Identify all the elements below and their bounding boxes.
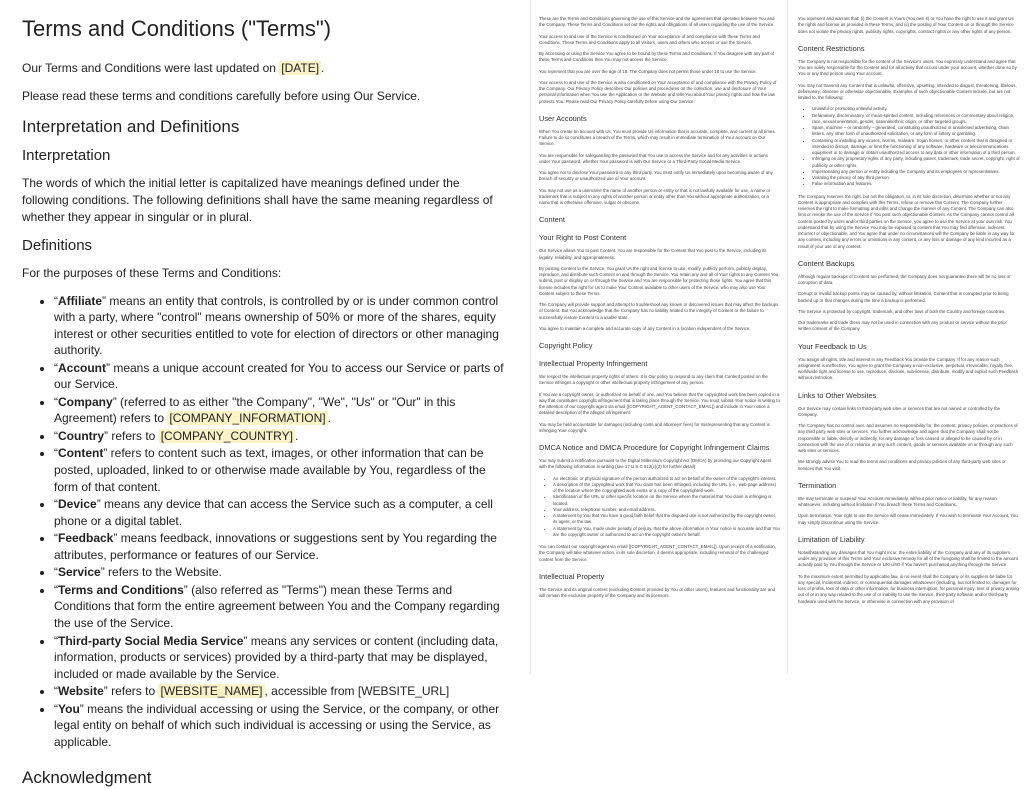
definitions-list [22, 293, 505, 751]
bullet-item: • Impersonating any person or entity including the Company and its employees or representatives. [812, 169, 1020, 175]
definition-item: • “Account” means a unique account created for You to access our Service or parts of our Service. [54, 360, 505, 393]
document-page-3 [787, 0, 1024, 674]
paragraph: Although regular backups of Content are performed, the Company does not guarantee there will be no loss or corruption of data. [798, 273, 1011, 285]
bullet-item: • Identification of the URL or other specific location on the Service where the material that You claim is infringing is located. [553, 494, 780, 507]
definition-term: Affiliate [58, 293, 103, 308]
definition-item: • “Service” refers to the Website. [54, 564, 505, 581]
paragraph: You agree to maintain a complete and accurate copy of any Content in a location independent of the Service. [539, 325, 751, 331]
paragraph: We may terminate or suspend Your Account immediately, without prior notice or liability, for any reason whatsoever, including without limitation if You breach these Terms and Conditions. [798, 495, 997, 507]
interpretation-text: The words of which the initial letter is capitalized have meanings defined under the following conditions. The following definitions shall have the same meaning regardless of whether they appear in singular or in plural. [22, 176, 493, 224]
definition-item: • “Feedback” means feedback, innovations or suggestions sent by You regarding the attributes, performance or features of our Service. [54, 530, 505, 563]
bullet-list [798, 106, 1020, 187]
bullet-item: • Defamatory, discriminatory, or mean-spirited content, including references or commentary about religion, race, sexual orientation, gender, national/ethnic origin, or other targeted groups. [812, 113, 1020, 126]
section-heading: Limitation of Liability [798, 534, 865, 544]
definition-term: Feedback [58, 531, 114, 546]
section-heading: Your Right to Post Content [539, 233, 627, 243]
paragraph: You may be held accountable for damages (including costs and attorneys' fees) for misrepresenting that any Content is infringing Your copyright. [539, 421, 770, 433]
placeholder-value: [COMPANY_COUNTRY] [160, 428, 293, 443]
intro-text: Please read these terms and conditions carefully before using Our Service. [22, 89, 421, 104]
section-heading: DMCA Notice and DMCA Procedure for Copyright Infringement Claims [539, 443, 770, 452]
paragraph: You may not transmit any Content that is unlawful, offensive, upsetting, intended to disgust, threatening, libelous, defamatory, obscene or otherwise objectionable. Examples of such objectionable Content include, but are not limited to, the following: [798, 82, 1017, 100]
date-placeholder: [DATE] [281, 61, 320, 76]
definition-term: Country [58, 428, 104, 443]
section-heading: Content Backups [798, 258, 855, 268]
paragraph: We respect the intellectual property rights of others. It is Our policy to respond to any claim that Content posted on the Service infringes a copyright or other intellectual property infringement of any person. [539, 374, 768, 386]
definition-item: • “Affiliate” means an entity that controls, is controlled by or is under common control with a party, where "control" means ownership of 50% or more of the shares, equity interest or other securities entitled to vote for election of directors or other managing authority. [54, 293, 505, 359]
definition-item: • “Device” means any device that can access the Service such as a computer, a cell phone or a digital tablet. [54, 496, 505, 529]
paragraph: Corrupt or invalid backup points may be caused by, without limitation, Content that is corrupted prior to being backed up or that changes during the time a backup is performed. [798, 291, 1009, 303]
section-heading: Content Restrictions [798, 43, 865, 53]
bullet-item: • Violating the privacy of any third person. [812, 175, 1020, 181]
paragraph: You can contact our copyright agent via email ([COPYRIGHT_AGENT_CONTACT_EMAIL]). Upon receipt of a notification, the Company will take whatever action, in its sole discretion, it deems appropriate, including removal of the challenged content from the Service. [539, 544, 776, 562]
document-page-2 [530, 0, 780, 674]
bullet-item: • Containing or installing any viruses, worms, malware, trojan horses, or other content that is designed or intended to disrupt, damage, or limit the functioning of any software, hardware or telecommunications equipment or to damage or obtain unauthorized access to any data or other information of a third person. [812, 138, 1020, 157]
paragraph: The Company reserves the right, but not the obligation, to, in its sole discretion, determine whether or not any Content is appropriate and complies with this Terms, refuse or remove this Content. The Company further reserves the right to make formatting and edits and change the manner of any Content. The Company can also limit or revoke the use of the Service if You post such objectionable Content. As the Company cannot control all content posted by users and/or third parties on the Service, you agree to use the Service at your own risk. You understand that by using the Service You may be exposed to content that You may find offensive, indecent, incorrect or objectionable, and You agree that under no circumstances will the Company be liable in any way for any content, including any errors or omissions in any content, or any loss or damage of any kind incurred as a result of your use of any content. [798, 193, 1015, 249]
definitions-intro: For the purposes of these Terms and Conditions: [22, 265, 282, 280]
placeholder-value: [COMPANY_INFORMATION] [169, 411, 326, 426]
definition-item: • “Terms and Conditions” (also referred as "Terms") mean these Terms and Conditions that form the entire agreement between You and the Company regarding the use of the Service. [54, 582, 505, 632]
section-heading: Termination [798, 480, 837, 490]
section-heading: User Accounts [539, 113, 587, 123]
definition-term: Account [58, 360, 106, 375]
paragraph: Your access to and use of the Service is conditioned on Your acceptance of and compliance with these Terms and Conditions. These Terms and Conditions apply to all visitors, users and others who access or use the Service. [539, 33, 760, 45]
section-heading-acknowledgment: Acknowledgment [22, 768, 152, 788]
paragraph: When You create an account with Us, You must provide Us information that is accurate, complete, and current at all times. Failure to do so constitutes a breach of the Terms, which may result in immediate termination of Your account on Our Service. [539, 128, 776, 147]
definition-item: • “Website” refers to [WEBSITE_NAME] , accessible from [WEBSITE_URL] [54, 683, 505, 700]
paragraph: If You are a copyright owner, or authorized on behalf of one, and You believe that the copyrighted work has been copied in a way that constitutes copyright infringement that is taking place through the Service, You must submit Your notice in writing to the attention of our copyright agent via email ([COPYRIGHT_AGENT_CONTACT_EMAIL]) and include in Your notice a detailed description of the alleged infringement. [539, 391, 780, 416]
paragraph: You may submit a notification pursuant to the Digital Millennium Copyright Act (DMCA) by providing our Copyright Agent with the following information in writing (see 17 U.S.C 512(c)(3) for further detail): [539, 458, 772, 470]
subheading-interpretation: Interpretation [22, 147, 111, 165]
section-heading: Content [539, 215, 565, 225]
paragraph: The Service and its original content (excluding Content provided by You or other users), features and functionality are and will remain the exclusive property of the Company and its licensors. [539, 586, 776, 598]
definition-term: Device [58, 497, 97, 512]
last-updated-text: Our Terms and Conditions were last updated on [DATE] . [22, 61, 325, 76]
definition-term: Company [58, 394, 113, 409]
paragraph: You may not use as a username the name of another person or entity or that is not lawfully available for use, a name or trademark that is subject to any rights of another person or entity other than You without appropriate authorization, or a name that is otherwise offensive, vulgar or obscene. [539, 187, 771, 205]
bullet-list [539, 476, 780, 539]
paragraph: Our Service may contain links to third-party web sites or services that are not owned or controlled by the Company. [798, 405, 1001, 417]
definition-item: • “Country” refers to [COMPANY_COUNTRY] . [54, 428, 505, 445]
paragraph: You agree not to disclose Your password to any third party. You must notify Us immediately upon becoming aware of any breach of security or unauthorized use of Your account. [539, 170, 773, 182]
paragraph: Your access to and use of the Service is also conditioned on Your acceptance of and compliance with the Privacy Policy of the Company. Our Privacy Policy describes Our policies and procedures on the collection, use and disclosure of Your personal information when You use the Application or the Website and tells You about Your privacy rights and how the law protects You. Please read Our Privacy Policy carefully before using Our Service. [539, 79, 777, 104]
definition-term: Terms and Conditions [58, 582, 184, 597]
definition-term: Third-party Social Media Service [58, 633, 244, 648]
paragraph: Upon termination, Your right to use the Service will cease immediately. If You wish to terminate Your Account, You may simply discontinue using the Service. [798, 513, 1018, 525]
section-heading: Intellectual Property [539, 571, 605, 581]
paragraph: These are the Terms and Conditions governing the use of this Service and the agreement that operates between You and the Company. These Terms and Conditions set out the rights and obligations of all users regarding the use of the Service. [539, 16, 775, 28]
bullet-item: • False information and features. [812, 181, 1020, 187]
definition-term: Service [58, 565, 101, 580]
section-heading: Intellectual Property Infringement [539, 359, 648, 368]
definition-term: You [58, 701, 80, 716]
paragraph: The Company has no control over, and assumes no responsibility for, the content, privacy policies, or practices of any third party web sites or services. You further acknowledge and agree that the Company shall not be responsible or liable, directly or indirectly, for any damage or loss caused or alleged to be caused by or in connection with the use of or reliance on any such content, goods or services available on or through any such web sites or services. [798, 423, 1018, 453]
definition-term: Website [58, 684, 104, 699]
placeholder-value: [WEBSITE_NAME] [160, 684, 263, 699]
bullet-item: • Spam, machine – or randomly – generated, constituting unauthorized or unsolicited advertising, chain letters, any other form of unauthorized solicitation, or any form of lottery or gambling. [812, 125, 1020, 138]
definition-term: Content [58, 446, 104, 461]
bullet-item: • A statement by You that You have a good faith belief that the disputed use is not authorized by the copyright owner, its agent, or the law. [553, 513, 780, 526]
definition-item: • “Content” refers to content such as text, images, or other information that can be posted, uploaded, linked to or otherwise made available by You, regardless of the form of that content. [54, 445, 505, 495]
paragraph: By accessing or using the Service You agree to be bound by these Terms and Conditions. If You disagree with any part of these Terms and Conditions then You may not access the Service. [539, 51, 775, 63]
section-heading-interpretation-definitions: Interpretation and Definitions [22, 116, 240, 136]
paragraph: Our Service allows You to post Content. You are responsible for the Content that You post to the Service, including its legality, reliability, and appropriateness. [539, 248, 767, 260]
paragraph: The Company will provide support and attempt to troubleshoot any known or discovered issues that may affect the backups of Content. But You acknowledge that the Company has no liability related to the integrity of Content or the failure to successfully restore Content to a usable state. [539, 302, 779, 320]
paragraph: The Company is not responsible for the content of the Service's users. You expressly understand and agree that You are solely responsible for the Content and for all activity that occurs under your account, whether done so by You or any third person using Your account. [798, 58, 1017, 77]
bullet-item: • Your address, telephone number, and email address. [553, 507, 780, 513]
paragraph: Notwithstanding any damages that You might incur, the entire liability of the Company and any of its suppliers under any provision of this Terms and Your exclusive remedy for all of the foregoing shall be limited to the amount actually paid by You through the Service or 100 USD if You haven't purchased anything through the Service. [798, 549, 1019, 568]
paragraph: By posting Content to the Service, You grant Us the right and license to use, modify, publicly perform, publicly display, reproduce, and distribute such Content on and through the Service. You retain any and all of Your rights to any Content You submit, post or display on or through the Service and You are responsible for protecting those rights. You agree that this license includes the right for Us to make Your Content available to other users of the Service, who may also use Your Content subject to these Terms. [539, 265, 779, 296]
paragraph: You represent that you are over the age of 18. The Company does not permit those under 18 to use the Service. [539, 68, 757, 74]
bullet-item: • Unlawful or promoting unlawful activity. [812, 106, 1020, 112]
definition-item: • “You” means the individual accessing or using the Service, or the company, or other legal entity on behalf of which such individual is accessing or using the Service, as applicable. [54, 701, 505, 751]
section-heading: Your Feedback to Us [798, 341, 867, 351]
paragraph: You are responsible for safeguarding the password that You use to access the Service and for any activities or actions under Your password, whether Your password is with Our Service or a Third-Party Social Media Service. [539, 152, 768, 164]
document-page-1 [0, 0, 505, 788]
paragraph: We strongly advise You to read the terms and conditions and privacy policies of any third-party web sites or services that You visit. [798, 459, 1006, 471]
subheading-definitions: Definitions [22, 236, 93, 254]
definition-item: • “Third-party Social Media Service” means any services or content (including data, information, products or services) provided by a third-party that may be displayed, included or made available by the Service. [54, 633, 505, 683]
bullet-item: • A statement by You, made under penalty of perjury, that the above information in Your notice is accurate and that You are the copyright owner or authorized to act on the copyright owner's behalf. [553, 526, 780, 539]
section-heading: Links to Other Websites [798, 390, 877, 400]
bullet-item: • Infringing on any proprietary rights of any party, including patent, trademark, trade secret, copyright, right of publicity or other rights. [812, 156, 1020, 169]
bullet-item: • An electronic or physical signature of the person authorized to act on behalf of the owner of the copyright's interest. [553, 476, 780, 482]
bullet-item: • A description of the copyrighted work that You claim has been infringed, including the URL (i.e., web page address) of the location where the copyrighted work exists or a copy of the copyrighted work. [553, 482, 780, 495]
paragraph: Our trademarks and trade dress may not be used in connection with any product or service without the prior written consent of the Company. [798, 320, 1007, 332]
paragraph: You assign all rights, title and interest in any Feedback You provide the Company. If for any reason such assignment is ineffective, You agree to grant the Company a non-exclusive, perpetual, irrevocable, royalty free, worldwide right and license to use, reproduce, disclose, sub-license, distribute, modify and exploit such Feedback without restriction. [798, 356, 1019, 381]
section-heading: Copyright Policy [539, 341, 593, 350]
paragraph: The Service is protected by copyright, trademark, and other laws of both the Country and foreign countries. [798, 308, 1006, 314]
paragraph: To the maximum extent permitted by applicable law, in no event shall the Company or its suppliers be liable for any special, incidental, indirect, or consequential damages whatsoever (including, but not limited to, damages for loss of profits, loss of data or other information, for business interruption, for personal injury, loss of privacy arising out of or in any way related to the use of or inability to use the Service, third-party software and/or third-party hardware used with the Service, or otherwise in connection with any provision of [798, 573, 1019, 604]
paragraph: You represent and warrant that: (i) the Content is Yours (You own it) or You have the right to use it and grant Us the rights and license as provided in these Terms, and (ii) the posting of Your Content on or through the Service does not violate the privacy rights, publicity rights, copyrights, contract rights or any other rights of any person. [798, 16, 1014, 34]
document-title: Terms and Conditions ("Terms") [22, 16, 332, 41]
definition-item: • “Company” (referred to as either "the Company", "We", "Us" or "Our" in this Agreement) refers to [COMPANY_INFORMATION] . [54, 394, 505, 427]
